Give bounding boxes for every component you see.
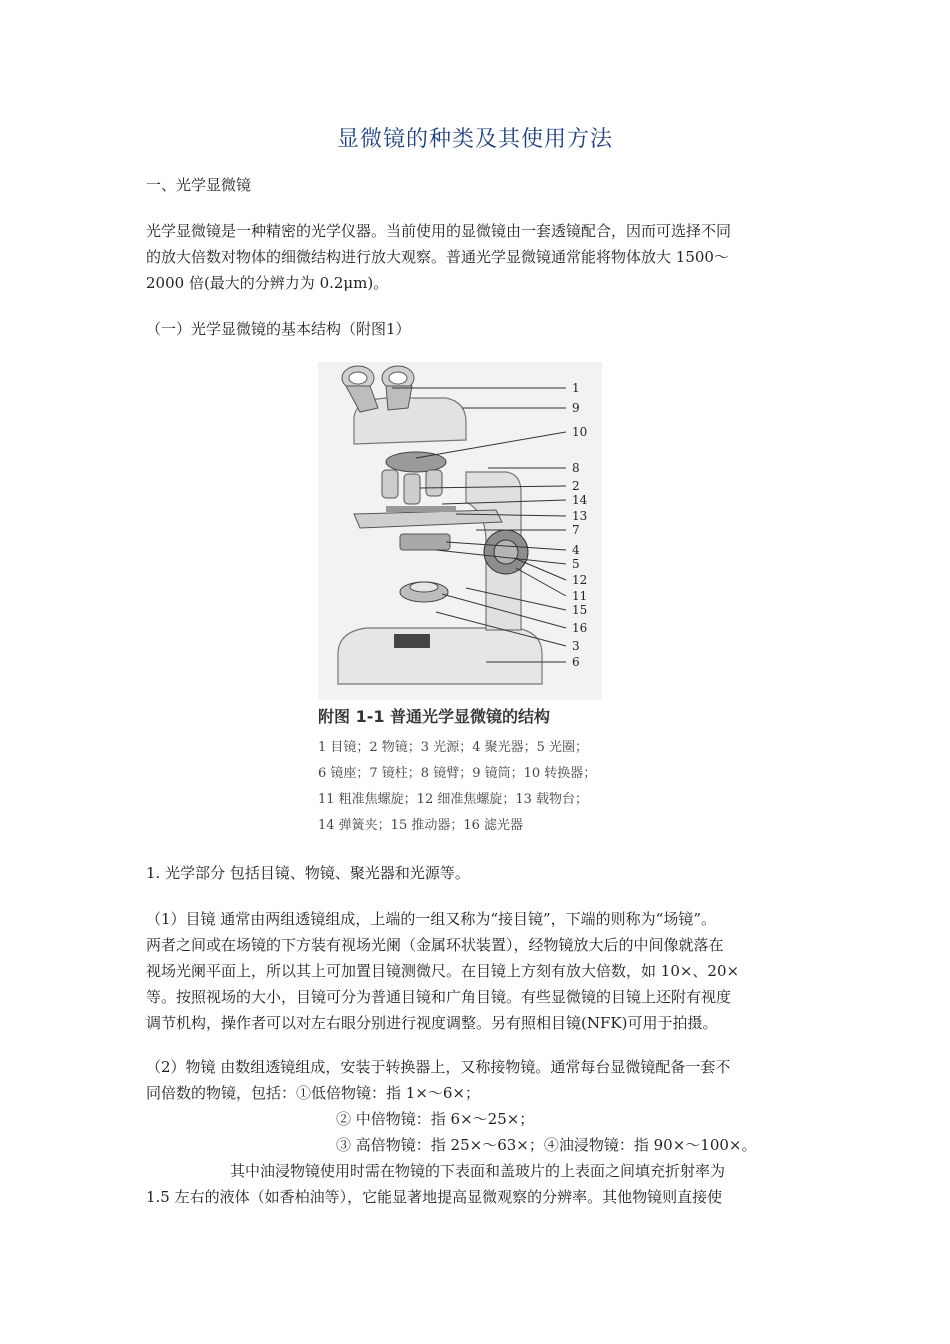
figure-caption-line: 6 镜座；7 镜柱；8 镜臂；9 镜筒；10 转换器； bbox=[318, 766, 597, 781]
figure-label: 5 bbox=[572, 557, 580, 571]
nosepiece bbox=[386, 452, 446, 472]
section-heading-text: 一、光学显微镜 bbox=[146, 176, 252, 194]
base-logo bbox=[394, 634, 430, 648]
figure-label: 12 bbox=[572, 573, 588, 587]
figure-label: 1 bbox=[572, 381, 580, 395]
subsection-heading bbox=[146, 316, 808, 342]
objective-line: 其中油浸物镜使用时需在物镜的下表面和盖玻片的上表面之间填充折射率为 bbox=[230, 1162, 726, 1180]
figure-caption-line: 1 目镜；2 物镜；3 光源；4 聚光器；5 光圈； bbox=[318, 740, 589, 755]
objective-2 bbox=[404, 474, 420, 504]
page-title: 显微镜的种类及其使用方法 bbox=[336, 127, 613, 152]
objective-line: 同倍数的物镜，包括：①低倍物镜：指 1×～6×； bbox=[146, 1084, 480, 1102]
eyepiece-paragraph bbox=[146, 906, 808, 1036]
figure-caption-line: 14 弹簧夹；15 推动器；16 滤光器 bbox=[318, 818, 524, 833]
objective-line: ③ 高倍物镜：指 25×～63×；④油浸物镜：指 90×～100×。 bbox=[336, 1136, 757, 1154]
condenser bbox=[400, 534, 450, 550]
subsection-heading-text: （一）光学显微镜的基本结构（附图1） bbox=[146, 320, 411, 338]
objective-paragraph bbox=[146, 1054, 808, 1210]
objective-3 bbox=[426, 470, 442, 496]
objective-line: 1.5 左右的液体（如香柏油等），它能显著地提高显微观察的分辨率。其他物镜则直接使 bbox=[146, 1188, 723, 1206]
figure-label: 9 bbox=[572, 401, 580, 415]
figure-label: 7 bbox=[572, 523, 580, 537]
figure-label: 8 bbox=[572, 461, 580, 475]
eyepiece-line: （1）目镜 通常由两组透镜组成，上端的一组又称为“接目镜”，下端的则称为“场镜”。 bbox=[146, 910, 716, 928]
intro-line: 光学显微镜是一种精密的光学仪器。当前使用的显微镜由一套透镜配合，因而可选择不同 bbox=[146, 222, 732, 240]
intro-paragraph bbox=[146, 218, 808, 296]
figure-label: 2 bbox=[572, 479, 580, 493]
stage-clip bbox=[386, 506, 456, 512]
microscope-base bbox=[338, 628, 542, 684]
figure-label: 3 bbox=[572, 639, 580, 653]
optical-parts-text: 1. 光学部分 包括目镜、物镜、聚光器和光源等。 bbox=[146, 864, 470, 882]
eyepiece-line: 等。按照视场的大小，目镜可分为普通目镜和广角目镜。有些显微镜的目镜上还附有视度 bbox=[146, 988, 732, 1006]
figure-label: 6 bbox=[572, 655, 580, 669]
figure-label: 10 bbox=[572, 425, 588, 439]
eyepiece-line: 两者之间或在场镜的下方装有视场光阑（金属环状装置），经物镜放大后的中间像就落在 bbox=[146, 936, 724, 954]
fine-focus-knob bbox=[494, 540, 518, 564]
figure-label: 14 bbox=[572, 493, 588, 507]
optical-parts-heading bbox=[146, 860, 808, 886]
eyepiece-line: 调节机构，操作者可以对左右眼分别进行视度调整。另有照相目镜(NFK)可用于拍摄。 bbox=[146, 1014, 718, 1032]
objective-1 bbox=[382, 470, 398, 498]
figure-label: 4 bbox=[572, 543, 580, 557]
figure-caption-line: 11 粗准焦螺旋；12 细准焦螺旋；13 载物台； bbox=[318, 792, 589, 807]
intro-line: 2000 倍(最大的分辨力为 0.2μm)。 bbox=[146, 274, 389, 292]
section-heading bbox=[146, 172, 808, 198]
figure-label: 16 bbox=[572, 621, 588, 635]
intro-line: 的放大倍数对物体的细微结构进行放大观察。普通光学显微镜通常能将物体放大 1500～ bbox=[146, 248, 729, 266]
objective-line: ② 中倍物镜：指 6×～25×； bbox=[336, 1110, 535, 1128]
figure-label: 11 bbox=[572, 589, 588, 603]
figure-label: 13 bbox=[572, 509, 588, 523]
figure-label: 15 bbox=[572, 603, 588, 617]
eyepiece-line: 视场光阑平面上，所以其上可加置目镜测微尺。在目镜上方刻有放大倍数，如 10×、20× bbox=[146, 962, 740, 980]
objective-line: （2）物镜 由数组透镜组成，安装于转换器上，又称接物镜。通常每台显微镜配备一套不 bbox=[146, 1058, 731, 1076]
figure-caption-title: 附图 1-1 普通光学显微镜的结构 bbox=[318, 707, 551, 726]
